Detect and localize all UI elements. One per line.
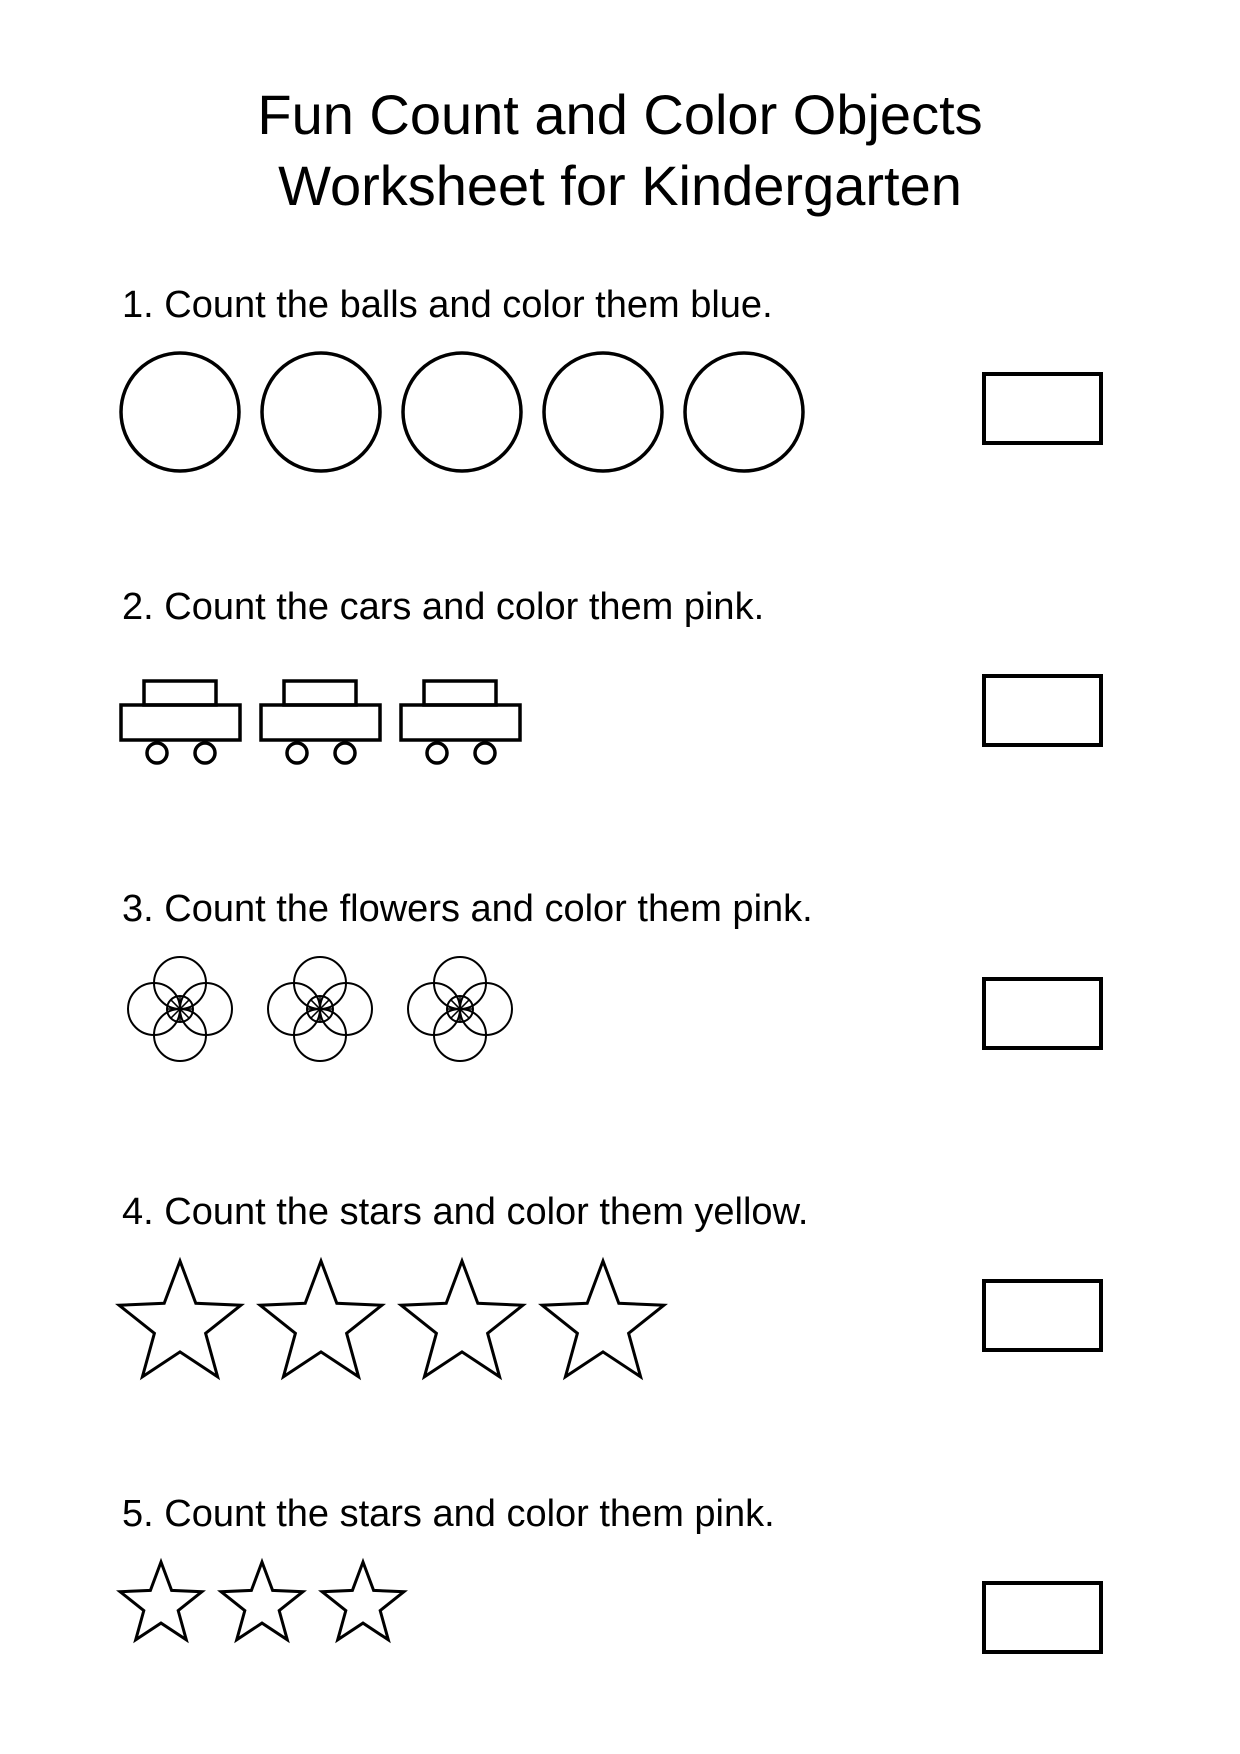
- ball-3[interactable]: [403, 353, 521, 471]
- ball-5[interactable]: [685, 353, 803, 471]
- ball-2[interactable]: [262, 353, 380, 471]
- large-star-2[interactable]: [260, 1261, 382, 1377]
- small-star-1[interactable]: [120, 1562, 202, 1640]
- car-2[interactable]: [261, 681, 380, 763]
- question-3: 3. Count the flowers and color them pink.: [122, 888, 813, 930]
- large-star-3[interactable]: [401, 1261, 523, 1377]
- question-5: 5. Count the stars and color them pink.: [122, 1493, 775, 1535]
- car-3[interactable]: [401, 681, 520, 763]
- small-star-3[interactable]: [322, 1562, 404, 1640]
- large-star-4[interactable]: [542, 1261, 664, 1377]
- flower-3[interactable]: [408, 957, 512, 1061]
- question-4: 4. Count the stars and color them yellow.: [122, 1191, 809, 1233]
- ball-4[interactable]: [544, 353, 662, 471]
- worksheet-title-line-2: Worksheet for Kindergarten: [278, 154, 962, 217]
- flower-1[interactable]: [128, 957, 232, 1061]
- large-star-1[interactable]: [119, 1261, 241, 1377]
- flower-2[interactable]: [268, 957, 372, 1061]
- question-1: 1. Count the balls and color them blue.: [122, 284, 773, 326]
- worksheet-title-line-1: Fun Count and Color Objects: [257, 83, 983, 146]
- car-1[interactable]: [121, 681, 240, 763]
- question-2: 2. Count the cars and color them pink.: [122, 586, 765, 628]
- small-star-2[interactable]: [221, 1562, 303, 1640]
- ball-1[interactable]: [121, 353, 239, 471]
